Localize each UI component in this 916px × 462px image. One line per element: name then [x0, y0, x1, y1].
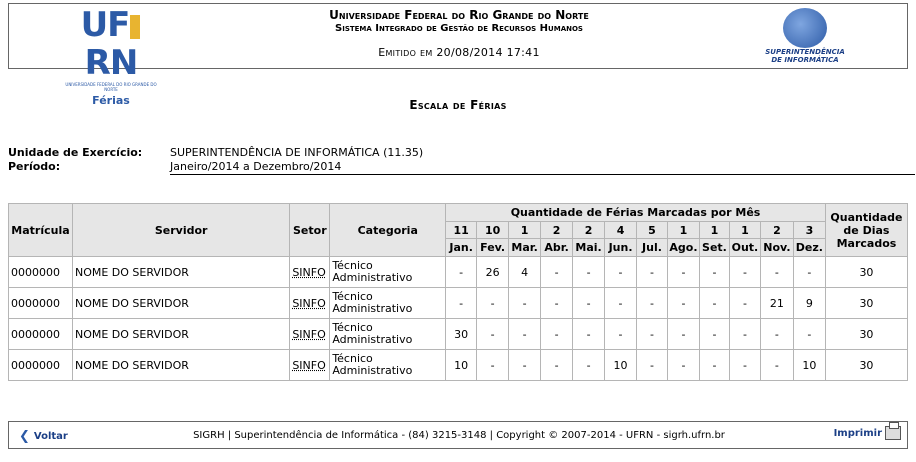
- cell-month-value: -: [541, 288, 573, 319]
- cell-matricula: 0000000: [9, 257, 73, 288]
- cell-total-dias: 30: [825, 350, 907, 381]
- cell-month-value: -: [729, 288, 760, 319]
- col-servidor: Servidor: [72, 204, 289, 257]
- unit-label: Unidade de Exercício:: [8, 146, 143, 159]
- cell-month-value: -: [760, 257, 793, 288]
- table-row: [9, 319, 908, 350]
- cell-matricula: 0000000: [9, 288, 73, 319]
- month-header: Jan.: [446, 239, 477, 257]
- table-row: [9, 288, 908, 319]
- cell-month-value: -: [573, 288, 605, 319]
- cell-month-value: -: [605, 319, 637, 350]
- cell-categoria: Técnico Administrativo: [330, 350, 446, 381]
- cell-month-value: -: [637, 257, 668, 288]
- cell-setor[interactable]: SINFO: [290, 288, 330, 319]
- cell-month-value: -: [729, 257, 760, 288]
- cell-setor[interactable]: SINFO: [290, 350, 330, 381]
- institution-title: Universidade Federal do Rio Grande do Norte: [329, 8, 589, 22]
- cell-month-value: -: [446, 288, 477, 319]
- cell-month-value: -: [729, 350, 760, 381]
- month-header: Out.: [729, 239, 760, 257]
- cell-categoria: Técnico Administrativo: [330, 319, 446, 350]
- header-titles: [209, 8, 709, 59]
- sinfo-logo-mark: [783, 8, 827, 48]
- month-header: Dez.: [793, 239, 825, 257]
- month-header: Jul.: [637, 239, 668, 257]
- ufrn-logo: [61, 6, 161, 107]
- cell-month-value: -: [541, 350, 573, 381]
- month-count-header: 2: [541, 222, 573, 239]
- month-header: Abr.: [541, 239, 573, 257]
- cell-month-value: -: [477, 350, 509, 381]
- period-value: Janeiro/2014 a Dezembro/2014: [170, 160, 342, 173]
- page-title: Escala de Férias: [409, 98, 507, 112]
- cell-month-value: -: [793, 319, 825, 350]
- month-header: Mai.: [573, 239, 605, 257]
- unit-value: SUPERINTENDÊNCIA DE INFORMÁTICA (11.35): [170, 146, 424, 159]
- col-matricula: Matrícula: [9, 204, 73, 257]
- cell-month-value: -: [541, 319, 573, 350]
- module-name: Férias: [92, 94, 130, 107]
- month-header: Set.: [699, 239, 729, 257]
- month-header: Nov.: [760, 239, 793, 257]
- col-categoria: Categoria: [330, 204, 446, 257]
- month-count-header: 2: [760, 222, 793, 239]
- back-label: Voltar: [33, 431, 68, 442]
- month-header: Ago.: [667, 239, 699, 257]
- info-divider: [170, 174, 915, 175]
- ufrn-logo-mark: UFRN: [61, 6, 161, 82]
- cell-month-value: 30: [446, 319, 477, 350]
- cell-month-value: -: [541, 257, 573, 288]
- cell-month-value: -: [760, 350, 793, 381]
- cell-month-value: -: [637, 350, 668, 381]
- cell-month-value: -: [699, 288, 729, 319]
- month-count-header: 1: [667, 222, 699, 239]
- cell-month-value: -: [699, 319, 729, 350]
- cell-month-value: -: [667, 319, 699, 350]
- cell-categoria: Técnico Administrativo: [330, 257, 446, 288]
- table-row: [9, 257, 908, 288]
- col-quantidade-mes: Quantidade de Férias Marcadas por Mês: [446, 204, 826, 222]
- cell-month-value: -: [637, 319, 668, 350]
- cell-month-value: 21: [760, 288, 793, 319]
- cell-month-value: -: [793, 257, 825, 288]
- col-quantidade-dias: Quantidade de Dias Marcados: [825, 204, 907, 257]
- cell-matricula: 0000000: [9, 350, 73, 381]
- page-footer: [8, 421, 908, 449]
- ufrn-logo-tagline: UNIVERSIDADE FEDERAL DO RIO GRANDE DO NORTE: [65, 82, 157, 92]
- cell-month-value: -: [509, 350, 541, 381]
- month-count-header: 10: [477, 222, 509, 239]
- month-count-header: 1: [509, 222, 541, 239]
- month-header: Mar.: [509, 239, 541, 257]
- report-info: [8, 146, 908, 174]
- month-count-header: 1: [699, 222, 729, 239]
- cell-servidor: NOME DO SERVIDOR: [72, 257, 289, 288]
- cell-month-value: -: [605, 288, 637, 319]
- cell-servidor: NOME DO SERVIDOR: [72, 350, 289, 381]
- cell-month-value: -: [573, 350, 605, 381]
- cell-matricula: 0000000: [9, 319, 73, 350]
- emitted-timestamp: Emitido em 20/08/2014 17:41: [378, 46, 540, 59]
- vacation-schedule-table: [8, 203, 908, 381]
- print-label: Imprimir: [833, 428, 882, 439]
- print-link[interactable]: [834, 426, 901, 440]
- cell-total-dias: 30: [825, 319, 907, 350]
- cell-month-value: -: [446, 257, 477, 288]
- cell-month-value: -: [509, 319, 541, 350]
- sinfo-logo: [765, 8, 845, 64]
- cell-month-value: 4: [509, 257, 541, 288]
- period-label: Período:: [8, 160, 61, 173]
- month-header: Jun.: [605, 239, 637, 257]
- printer-icon: [885, 426, 901, 440]
- cell-month-value: -: [637, 288, 668, 319]
- cell-month-value: -: [729, 319, 760, 350]
- month-count-header: 3: [793, 222, 825, 239]
- cell-month-value: -: [573, 257, 605, 288]
- month-header: Fev.: [477, 239, 509, 257]
- cell-categoria: Técnico Administrativo: [330, 288, 446, 319]
- cell-month-value: 26: [477, 257, 509, 288]
- sinfo-caption-1: SUPERINTENDÊNCIA: [765, 48, 845, 56]
- cell-month-value: -: [605, 257, 637, 288]
- month-count-header: 4: [605, 222, 637, 239]
- system-subtitle: Sistema Integrado de Gestão de Recursos Humanos: [335, 23, 583, 34]
- cell-month-value: -: [477, 288, 509, 319]
- cell-total-dias: 30: [825, 288, 907, 319]
- cell-setor[interactable]: SINFO: [290, 257, 330, 288]
- cell-month-value: 10: [446, 350, 477, 381]
- cell-month-value: -: [509, 288, 541, 319]
- cell-servidor: NOME DO SERVIDOR: [72, 319, 289, 350]
- cell-month-value: 10: [605, 350, 637, 381]
- cell-month-value: 9: [793, 288, 825, 319]
- cell-month-value: -: [699, 257, 729, 288]
- cell-month-value: -: [667, 350, 699, 381]
- cell-month-value: 10: [793, 350, 825, 381]
- sinfo-caption-2: DE INFORMÁTICA: [771, 56, 839, 64]
- cell-total-dias: 30: [825, 257, 907, 288]
- chevron-left-icon: ❮: [19, 429, 30, 444]
- table-row: [9, 350, 908, 381]
- month-count-header: 5: [637, 222, 668, 239]
- cell-month-value: -: [667, 288, 699, 319]
- month-count-header: 2: [573, 222, 605, 239]
- cell-month-value: -: [667, 257, 699, 288]
- cell-month-value: -: [477, 319, 509, 350]
- month-count-header: 1: [729, 222, 760, 239]
- cell-month-value: -: [573, 319, 605, 350]
- cell-setor[interactable]: SINFO: [290, 319, 330, 350]
- cell-servidor: NOME DO SERVIDOR: [72, 288, 289, 319]
- month-count-header: 11: [446, 222, 477, 239]
- col-setor: Setor: [290, 204, 330, 257]
- footer-credit: SIGRH | Superintendência de Informática - (84) 3215-3148 | Copyright © 2007-2014 - UFRN - sigrh.ufrn.br: [193, 430, 725, 441]
- cell-month-value: -: [699, 350, 729, 381]
- cell-month-value: -: [760, 319, 793, 350]
